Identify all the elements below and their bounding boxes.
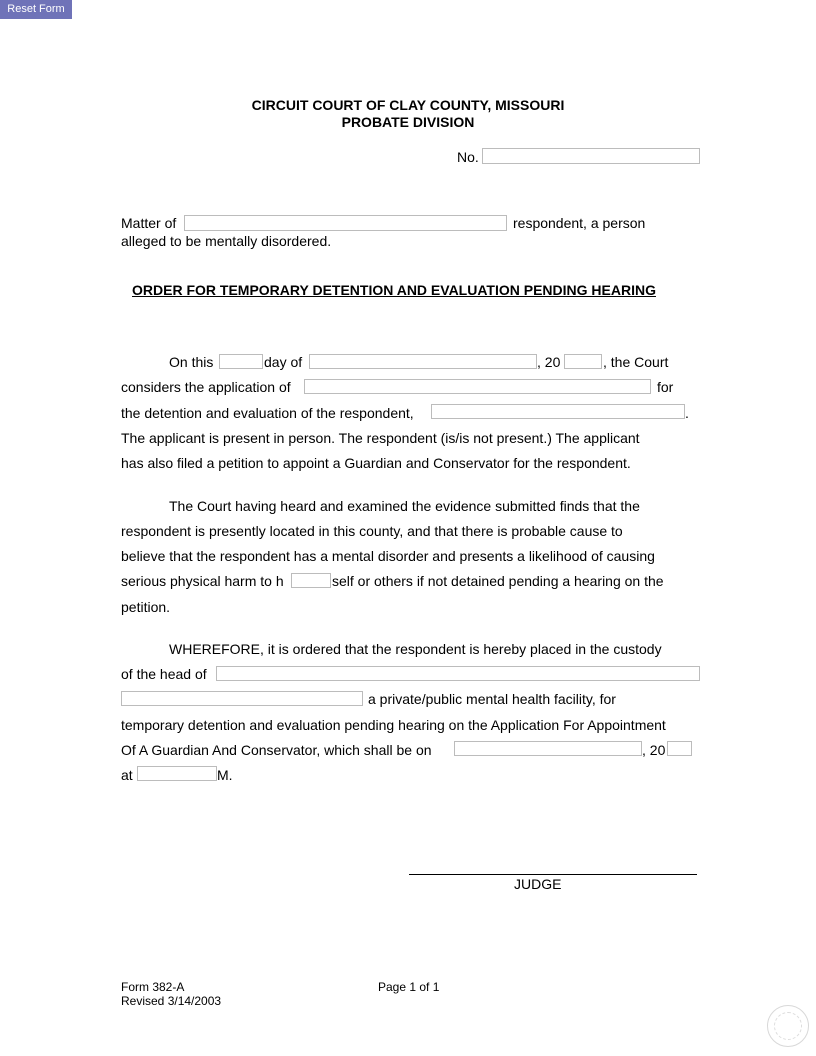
at-label: at: [121, 767, 133, 783]
hearing-date-field[interactable]: [454, 741, 642, 756]
facility-field[interactable]: [121, 691, 363, 706]
head-of-label: of the head of: [121, 666, 207, 682]
respondent-field-2[interactable]: [431, 404, 685, 419]
petition-text: has also filed a petition to appoint a Guardian and Conservator for the respondent.: [121, 455, 631, 471]
year-field[interactable]: [564, 354, 602, 369]
reset-form-button[interactable]: Reset Form: [0, 0, 72, 19]
wherefore-line-3: temporary detention and evaluation pending hearing on the Application For Appointment: [121, 717, 666, 733]
case-number-field[interactable]: [482, 148, 700, 164]
order-title: ORDER FOR TEMPORARY DETENTION AND EVALUATION PENDING HEARING: [132, 282, 656, 298]
revised-date: Revised 3/14/2003: [121, 994, 222, 1008]
signature-line: [409, 874, 697, 875]
wherefore-line-4: Of A Guardian And Conservator, which shall be on: [121, 742, 432, 758]
hearing-time-field[interactable]: [137, 766, 217, 781]
court-seal-icon: [767, 1005, 809, 1047]
findings-line-1: The Court having heard and examined the evidence submitted finds that the: [169, 498, 640, 514]
respondent-name-field[interactable]: [184, 215, 507, 231]
hearing-year-field[interactable]: [667, 741, 692, 756]
period-label: .: [685, 405, 689, 421]
findings-line-4b: self or others if not detained pending a hearing on the: [332, 573, 664, 589]
matter-of-label: Matter of: [121, 215, 177, 231]
considers-label: considers the application of: [121, 379, 291, 395]
the-court-label: , the Court: [603, 354, 669, 370]
page-number: Page 1 of 1: [378, 980, 440, 994]
pronoun-field[interactable]: [291, 573, 331, 588]
findings-line-4a: serious physical harm to h: [121, 573, 284, 589]
findings-line-2: respondent is presently located in this county, and that there is probable cause to: [121, 523, 623, 539]
judge-label: JUDGE: [514, 876, 562, 892]
findings-line-5: petition.: [121, 599, 171, 615]
findings-line-3: believe that the respondent has a mental disorder and presents a likelihood of causing: [121, 548, 655, 564]
head-of-field[interactable]: [216, 666, 700, 681]
applicant-field[interactable]: [304, 379, 651, 394]
hearing-year-prefix: , 20: [642, 742, 666, 758]
applicant-present-text: The applicant is present in person. The respondent (is/is not present.) The applicant: [121, 430, 640, 446]
day-of-label: day of: [264, 354, 303, 370]
for-label: for: [657, 379, 674, 395]
detention-label: the detention and evaluation of the respondent,: [121, 405, 414, 421]
day-field[interactable]: [219, 354, 263, 369]
m-label: M.: [217, 767, 233, 783]
wherefore-line-1: WHEREFORE, it is ordered that the respondent is hereby placed in the custody: [169, 641, 662, 657]
case-number-label: No.: [457, 149, 479, 165]
month-field[interactable]: [309, 354, 537, 369]
matter-line-2: alleged to be mentally disordered.: [121, 233, 332, 249]
year-prefix-label: , 20: [537, 354, 561, 370]
form-number: Form 382-A: [121, 980, 185, 994]
facility-label: a private/public mental health facility, for: [368, 691, 616, 707]
division-title: PROBATE DIVISION: [341, 114, 475, 130]
court-title: CIRCUIT COURT OF CLAY COUNTY, MISSOURI: [251, 97, 565, 113]
respondent-suffix: respondent, a person: [513, 215, 646, 231]
on-this-label: On this: [169, 354, 214, 370]
